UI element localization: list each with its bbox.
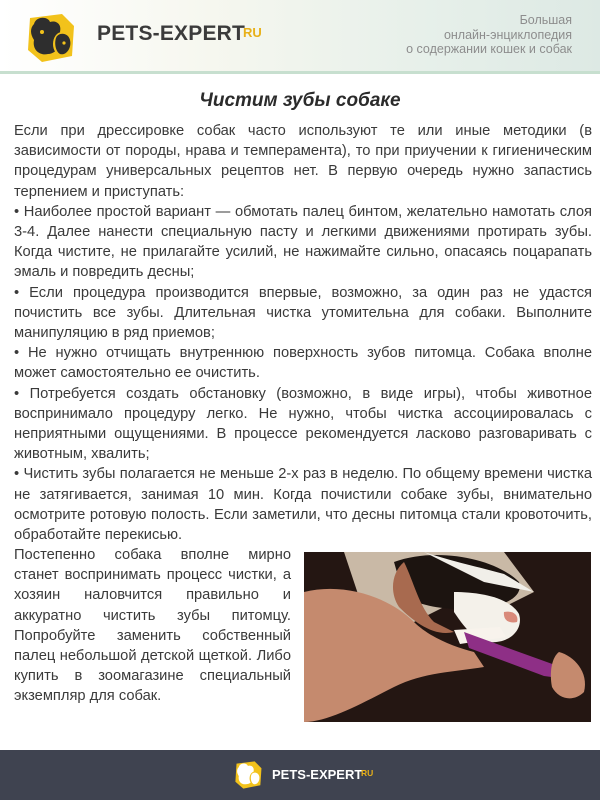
tagline-line: онлайн-энциклопедия [443,27,572,42]
list-item: • Наиболее простой вариант — обмотать палец бинтом, желательно намотать слоя 3-4. Далее нанести специальную пасту и легкими движениями протирать зубы. Когда чистите, не прилагайте усилий, не нажимайте сильно, опасаясь поцарапать эмаль и повредить десны; [14,203,592,281]
footer-brand-suffix: RU [361,768,374,778]
lower-paragraph: Постепенно собака вполне мирно станет воспринимать процесс чистки, а хозяин наловчится правильно и аккуратно чистить зубы питомцу. Попробуйте заменить собственный палец небольшой детской щеткой. Либо купить в зоомагазине специальный экземпляр для собак. [14,547,291,705]
pets-logo-icon[interactable] [22,10,82,66]
tagline-line: о содержании кошек и собак [406,42,572,56]
pets-logo-icon[interactable] [232,759,266,791]
photo-illustration [304,552,591,722]
tagline-line: Большая [519,13,572,27]
list-item: • Если процедура производится впервые, возможно, за один раз не удастся почистить все зубы. Длительная чистка утомительна для собаки. Выполните манипуляцию в ряд приемов; [14,284,592,342]
article-body [14,121,592,545]
site-header [0,0,600,74]
brand-name[interactable]: PETS-EXPERT [97,22,246,45]
list-item: • Не нужно отчищать внутреннюю поверхность зубов питомца. Собака вполне может самостоятельно ее очистить. [14,345,592,382]
list-item: • Потребуется создать обстановку (возможно, в виде игры), чтобы животное воспринимало процедуру легко. Не нужно, чтобы чистка ассоциировалась с неприятными ощущениями. В процессе рекомендуется ласково разговаривать с животным, хвалить; [14,385,592,463]
tagline [332,13,572,57]
footer-brand-name[interactable]: PETS-EXPERT [272,767,363,782]
site-footer [0,750,600,800]
paragraph: Если при дрессировке собак часто используют те или иные методики (в зависимости от породы, нрава и темперамента), то при приучении к гигиеническим процедурам универсальных рецептов нет. В первую очередь нужно запастись терпением и приступать: [14,123,592,200]
brand-suffix: RU [243,25,262,40]
list-item: • Чистить зубы полагается не меньше 2-х раз в неделю. По общему времени чистка не затягивается, занимая 10 мин. Когда почистили собаке зубы, внимательно осмотрите ротовую полость. Если заметили, что десны питомца стали кровоточить, обработайте перекисью. [14,466,592,544]
dog-teeth-photo [304,552,591,722]
article-title: Чистим зубы собаке [199,90,401,111]
